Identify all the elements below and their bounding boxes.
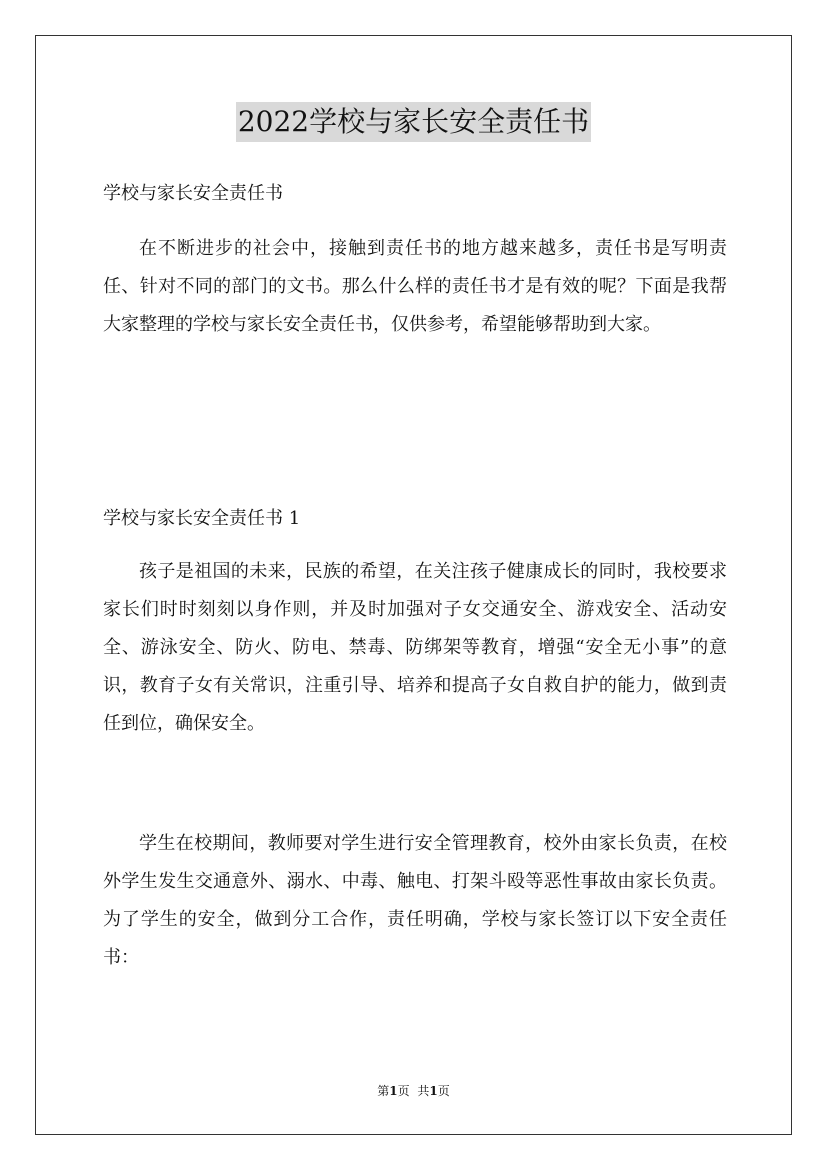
title-container bbox=[0, 102, 827, 142]
footer-page-total: 1 bbox=[429, 1084, 438, 1098]
section-1-title: 学校与家长安全责任书 1 bbox=[103, 508, 301, 529]
document-title: 2022学校与家长安全责任书 bbox=[236, 102, 591, 142]
intro-paragraph: 在不断进步的社会中，接触到责任书的地方越来越多，责任书是写明责任、针对不同的部门的文书。那么什么样的责任书才是有效的呢？下面是我帮大家整理的学校与家长安全责任书，仅供参考，希望能够帮助到大家。 bbox=[103, 238, 727, 335]
footer-page-prefix: 第 bbox=[377, 1084, 390, 1098]
footer-total-suffix: 页 bbox=[437, 1084, 450, 1098]
document-subtitle: 学校与家长安全责任书 bbox=[103, 183, 283, 204]
footer-page-suffix: 页 bbox=[397, 1084, 410, 1098]
page-footer bbox=[0, 1083, 827, 1099]
footer-page-current: 1 bbox=[389, 1084, 398, 1098]
section-1-paragraph-2: 学生在校期间，教师要对学生进行安全管理教育，校外由家长负责，在校外学生发生交通意外、溺水、中毒、触电、打架斗殴等恶性事故由家长负责。为了学生的安全，做到分工合作，责任明确，学校与家长签订以下安全责任书： bbox=[103, 833, 727, 968]
section-1-paragraph-1: 孩子是祖国的未来，民族的希望，在关注孩子健康成长的同时，我校要求家长们时时刻刻以身作则，并及时加强对子女交通安全、游戏安全、活动安全、游泳安全、防火、防电、禁毒、防绑架等教育，增强“安全无小事”的意识，教育子女有关常识，注重引导、培养和提高子女自救自护的能力，做到责任到位，确保安全。 bbox=[103, 561, 727, 734]
footer-total-prefix: 共 bbox=[417, 1084, 430, 1098]
